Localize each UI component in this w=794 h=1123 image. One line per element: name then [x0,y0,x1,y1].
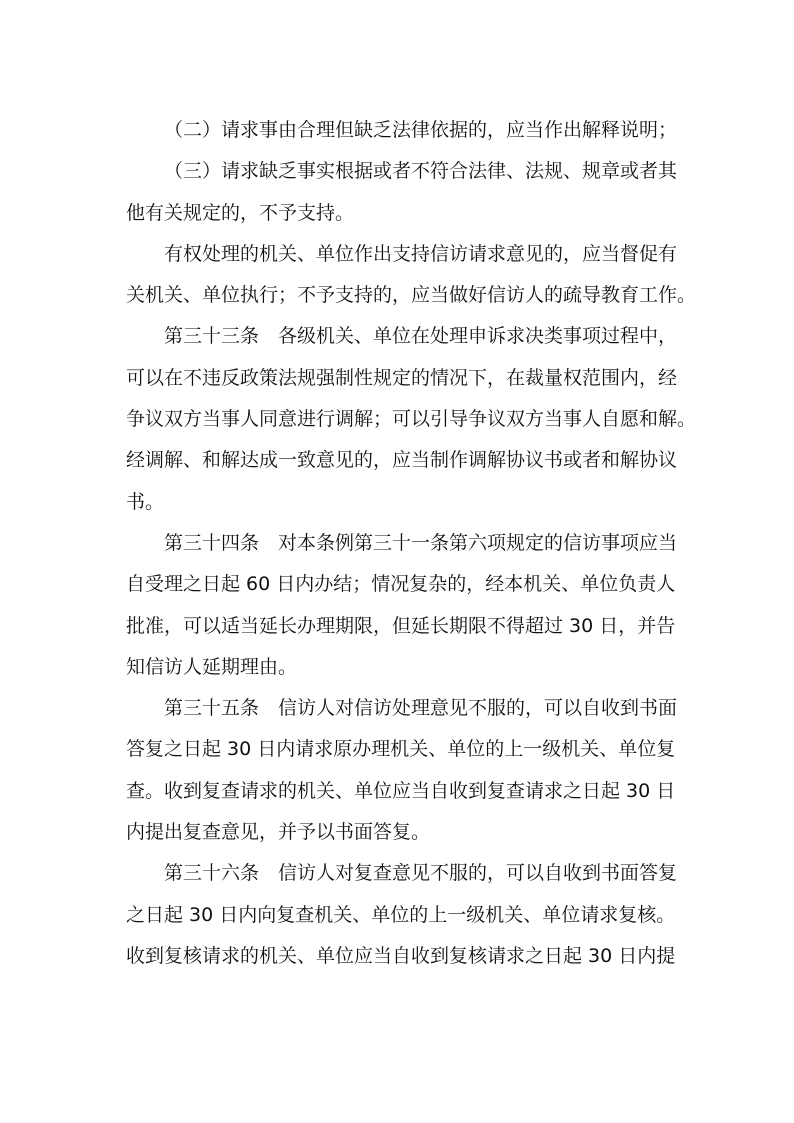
text-line: 关机关、单位执行；不予支持的，应当做好信访人的疏导教育工作。 [126,284,697,307]
article-33 [126,316,697,522]
text-line: 经调解、和解达成一致意见的，应当制作调解协议书或者和解协议 [126,449,678,472]
text-line: （二）请求事由合理但缺乏法律依据的，应当作出解释说明； [164,119,678,141]
text-line: 知信访人延期理由。 [126,655,298,678]
paragraph-item-two [126,110,678,151]
text-line: 有权处理的机关、单位作出支持信访请求意见的，应当督促有 [164,242,678,265]
article-35 [126,688,678,853]
text-line: 内提出复查意见，并予以书面答复。 [126,821,431,844]
text-line: 自受理之日起 60 日内办结；情况复杂的，经本机关、单位负责人 [126,573,676,596]
text-line: 答复之日起 30 日内请求原办理机关、单位的上一级机关、单位复 [126,738,676,761]
text-line: （三）请求缺乏事实根据或者不符合法律、法规、规章或者其 [164,160,678,183]
document-body [126,110,697,977]
text-line: 批准，可以适当延长办理期限，但延长期限不得超过 30 日，并告 [126,614,676,637]
text-line: 第三十四条 对本条例第三十一条第六项规定的信访事项应当 [164,531,678,554]
text-line: 第三十五条 信访人对信访处理意见不服的，可以自收到书面 [164,697,678,720]
article-34 [126,523,678,688]
text-line: 争议双方当事人同意进行调解；可以引导争议双方当事人自愿和解。 [126,408,697,431]
article-36 [126,853,678,977]
text-line: 可以在不违反政策法规强制性规定的情况下，在裁量权范围内，经 [126,366,678,389]
text-line: 书。 [126,490,165,513]
text-line: 第三十六条 信访人对复查意见不服的，可以自收到书面答复 [164,862,678,885]
text-line: 第三十三条 各级机关、单位在处理申诉求决类事项过程中， [164,325,678,348]
text-line: 他有关规定的，不予支持。 [126,201,355,224]
text-line: 收到复核请求的机关、单位应当自收到复核请求之日起 30 日内提 [126,944,676,967]
paragraph-item-three [126,151,678,234]
text-line: 之日起 30 日内向复查机关、单位的上一级机关、单位请求复核。 [126,903,676,926]
paragraph-authority-handling [126,234,697,317]
text-line: 查。收到复查请求的机关、单位应当自收到复查请求之日起 30 日 [126,779,676,802]
